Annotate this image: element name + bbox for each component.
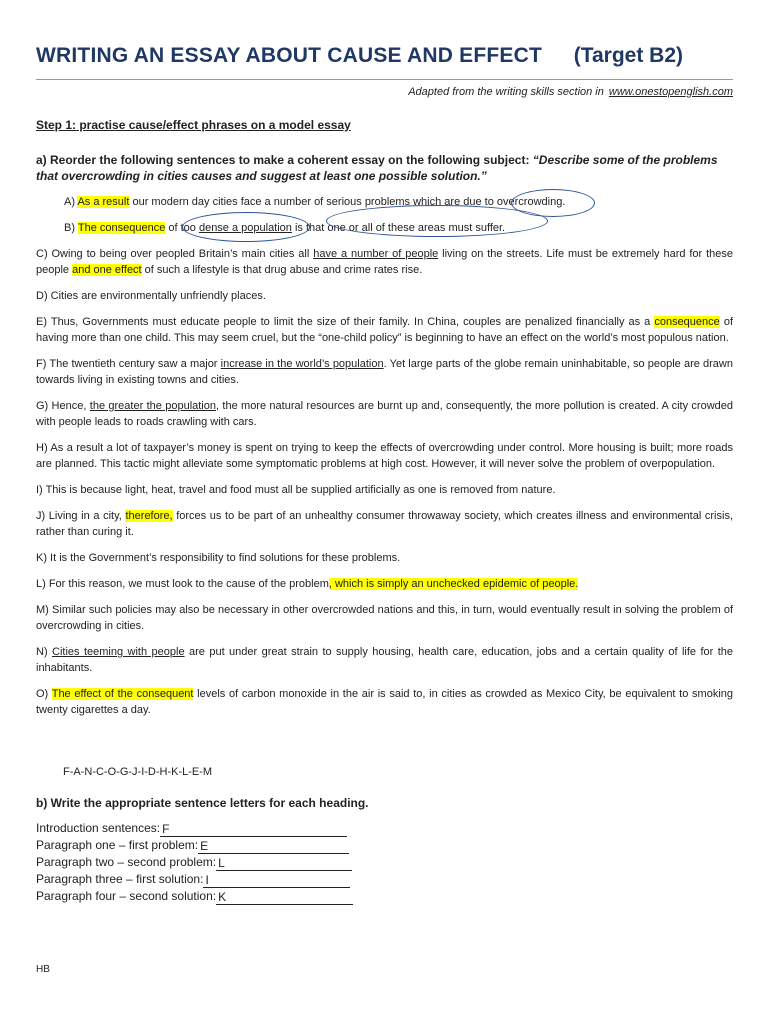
underlined-phrase: dense a population xyxy=(198,222,292,234)
sentence-text: O) xyxy=(36,688,52,700)
answer-blank[interactable]: E xyxy=(198,839,349,854)
heading-row xyxy=(36,854,733,871)
heading-label: Introduction sentences: xyxy=(36,821,161,835)
answer-blank[interactable]: L xyxy=(216,856,352,871)
sentence-e xyxy=(36,314,733,346)
underlined-phrase: increase in the world’s population xyxy=(220,358,384,370)
sentence-m xyxy=(36,602,733,634)
sentence-g xyxy=(36,398,733,430)
sentence-text: levels of carbon monoxide in the air is said to, in cities as crowded as Mexico City, be equivalent to smoking twenty cigarettes a day. xyxy=(36,688,734,716)
sentence-text: D) Cities are environmentally unfriendly places. xyxy=(36,290,266,302)
task-a-instruction xyxy=(36,152,733,184)
highlighted-phrase: consequence xyxy=(654,316,720,328)
title-row xyxy=(36,44,733,74)
heading-label: Paragraph four – second solution: xyxy=(36,889,217,903)
heading-label: Paragraph three – first solution: xyxy=(36,872,204,886)
document-page xyxy=(36,44,733,905)
underlined-phrase: Cities teeming with people xyxy=(52,646,185,658)
task-a-quote: “Describe some of the problems that overcrowding in cities causes and suggest at least one possible solution.” xyxy=(36,153,718,183)
heading-answers xyxy=(36,820,733,905)
highlighted-phrase: As a result xyxy=(77,196,130,208)
sentence-j xyxy=(36,508,733,540)
sentence-n xyxy=(36,644,733,676)
sentence-text: of too xyxy=(165,222,199,234)
sentence-text: J) Living in a city, xyxy=(36,510,126,522)
underlined-phrase: the greater the population xyxy=(89,400,216,412)
sentence-text: our modern day cities face a number of serious problems which are due to overcrowding. xyxy=(129,196,566,208)
sentence-text: M) Similar such policies may also be necessary in other overcrowded nations and this, in turn, would eventually result in solving the problem of overcrowding in cities. xyxy=(36,604,733,632)
sentence-i xyxy=(36,482,733,498)
heading-row xyxy=(36,871,733,888)
sentence-text: living on the streets. Life must be extremely hard for these people xyxy=(36,248,734,276)
source-text: Adapted from the writing skills section in xyxy=(408,86,604,98)
sentence-k xyxy=(36,550,733,566)
task-a-lead: a) Reorder the following sentences to make a coherent essay on the following subject: xyxy=(36,153,530,167)
sentence-text: . Yet large parts of the globe remain uninhabitable, so people are drawn towards living in existing towns and cities. xyxy=(36,358,733,386)
sentence-text: are put under great strain to supply housing, health care, education, jobs and a certain quality of life for the inhabitants. xyxy=(36,646,734,674)
sentence-text: B) xyxy=(64,222,78,234)
highlighted-phrase: therefore, xyxy=(125,510,173,522)
highlighted-phrase: The effect of the consequent xyxy=(51,688,194,700)
sentence-f xyxy=(36,356,733,388)
sentence-b xyxy=(36,220,733,236)
target-level: (Target B2) xyxy=(573,44,683,67)
answer-sequence: F-A-N-C-O-G-J-I-D-H-K-L-E-M xyxy=(63,766,213,778)
sentence-d xyxy=(36,288,733,304)
highlighted-phrase: The consequence xyxy=(77,222,166,234)
highlighted-phrase: and one effect xyxy=(72,264,142,276)
sentence-text: H) As a result a lot of taxpayer’s money is spent on trying to keep the effects of overcrowding under control. More housing is built; more roads are planned. This tactic might alleviate some symptomatic problems at high cost. However, it will never solve the problem of overpopulation. xyxy=(36,442,733,470)
sentence-text: F) The twentieth century saw a major xyxy=(36,358,221,370)
sentence-text: E) Thus, Governments must educate people to limit the size of their family. In China, couples are penalized financially as a xyxy=(36,316,655,328)
sentence-text: N) xyxy=(36,646,53,658)
sentence-l xyxy=(36,576,733,592)
answer-blank[interactable]: F xyxy=(160,822,347,837)
sentence-text: C) Owing to being over peopled Britain’s main cities all xyxy=(36,248,314,260)
sentence-o xyxy=(36,686,733,718)
sentence-text: is that one or all of these areas must suffer. xyxy=(291,222,506,234)
heading-row xyxy=(36,888,733,905)
sentence-text: G) Hence, xyxy=(36,400,90,412)
heading-row xyxy=(36,820,733,837)
answer-blank[interactable]: I xyxy=(203,873,350,888)
step-heading: Step 1: practise cause/effect phrases on a model essay xyxy=(36,118,351,132)
answer-blank[interactable]: K xyxy=(216,890,353,905)
sentence-text: forces us to be part of an unhealthy consumer throwaway society, which creates illness and environmental crisis, rather than curing it. xyxy=(36,510,734,538)
sentence-text: K) It is the Government’s responsibility to find solutions for these problems. xyxy=(36,552,401,564)
title-divider xyxy=(36,79,733,80)
sentence-h xyxy=(36,440,733,472)
sentence-text: L) For this reason, we must look to the cause of the problem xyxy=(36,578,329,590)
highlighted-phrase: , which is simply an unchecked epidemic of people. xyxy=(328,578,579,590)
underlined-phrase: have a number of people xyxy=(313,248,439,260)
source-link[interactable]: www.onestopenglish.com xyxy=(608,86,733,98)
footer-initials: HB xyxy=(36,964,50,975)
heading-label: Paragraph two – second problem: xyxy=(36,855,217,869)
heading-row xyxy=(36,837,733,854)
sentence-c xyxy=(36,246,733,278)
task-b-instruction: b) Write the appropriate sentence letters for each heading. xyxy=(36,796,369,810)
sentence-list xyxy=(36,194,733,718)
source-note xyxy=(36,86,733,98)
sentence-text: of such a lifestyle is that drug abuse and crime rates rise. xyxy=(141,264,423,276)
heading-label: Paragraph one – first problem: xyxy=(36,838,199,852)
sentence-a xyxy=(36,194,733,210)
sentence-text: A) xyxy=(64,196,78,208)
sentence-text: , the more natural resources are burnt up and, consequently, the more pollution is created. A city crowded with people leads to roads crawling with cars. xyxy=(36,400,734,428)
sentence-text: I) This is because light, heat, travel and food must all be supplied artificially as one is removed from nature. xyxy=(36,484,556,496)
page-title: WRITING AN ESSAY ABOUT CAUSE AND EFFECT xyxy=(36,44,542,67)
sentence-text: of having more than one child. This may seem cruel, but the “one-child policy” is beginning to have an effect on the world’s most populous nation. xyxy=(36,316,733,344)
